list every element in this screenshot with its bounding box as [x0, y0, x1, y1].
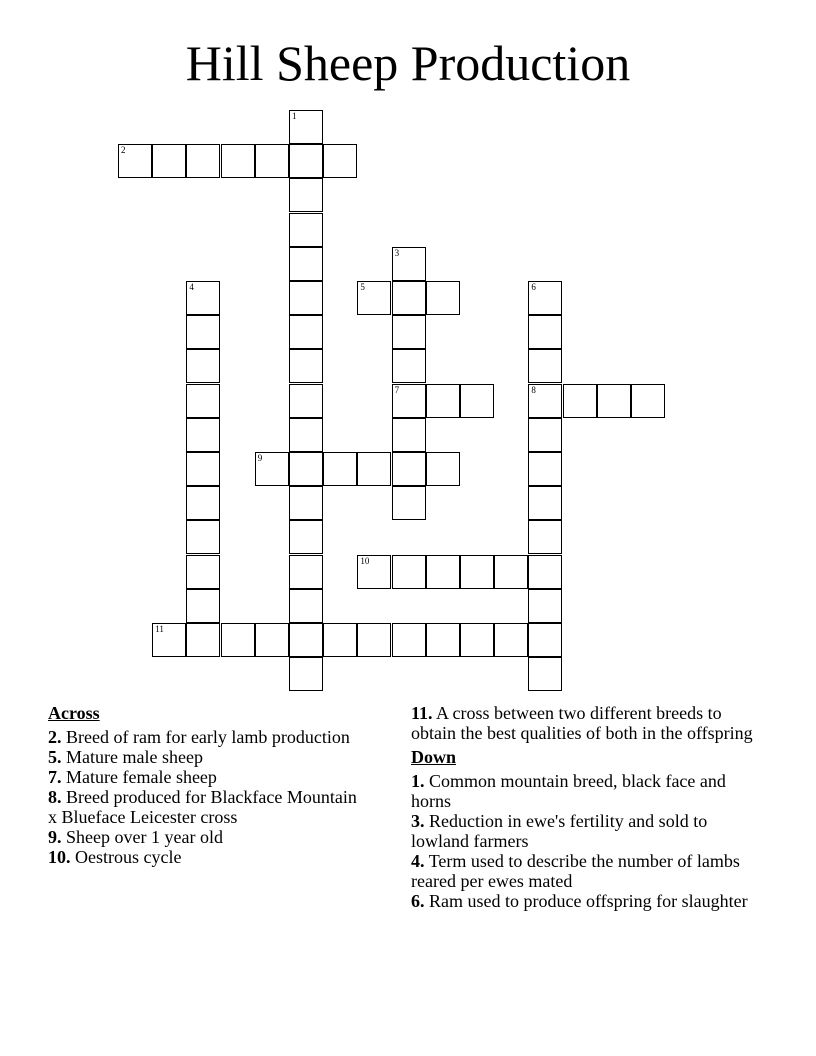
down-heading: Down [411, 747, 457, 767]
cell-number: 6 [531, 282, 536, 292]
grid-cell[interactable] [221, 623, 255, 657]
cell-number: 3 [394, 247, 400, 258]
clue-text: Mature male sheep [66, 747, 203, 767]
grid-cell[interactable] [528, 589, 562, 623]
grid-cell[interactable] [289, 623, 323, 657]
cell-number: 10 [360, 555, 370, 566]
clue-number: 1. [411, 771, 425, 791]
clue-text: Common mountain breed, black face and horns [411, 771, 726, 811]
across-heading: Across [48, 703, 100, 723]
clue-text: Breed of ram for early lamb production [66, 727, 350, 747]
clue-number: 7. [48, 767, 62, 787]
grid-cell[interactable] [528, 486, 562, 520]
grid-cell[interactable] [631, 384, 665, 418]
grid-cell[interactable] [289, 452, 323, 486]
grid-cell[interactable] [289, 657, 323, 691]
grid-cell[interactable] [289, 281, 323, 315]
clue-across-8 [48, 787, 368, 827]
grid-cell[interactable] [528, 349, 562, 383]
grid-cell[interactable] [597, 384, 631, 418]
grid-cell[interactable] [460, 384, 494, 418]
grid-cell[interactable] [528, 315, 562, 349]
cell-number: 2 [121, 145, 126, 156]
grid-cell[interactable] [528, 418, 562, 452]
grid-cell[interactable] [289, 110, 323, 144]
grid-cell[interactable] [118, 144, 152, 178]
grid-cell[interactable] [323, 623, 357, 657]
grid-cell[interactable] [186, 281, 220, 315]
grid-cell[interactable] [528, 657, 562, 691]
clue-text: Ram used to produce offspring for slaughter [429, 891, 748, 911]
puzzle-title: Hill Sheep Production [185, 35, 631, 91]
grid-cell[interactable] [460, 623, 494, 657]
grid-cell[interactable] [186, 623, 220, 657]
clue-text: Breed produced for Blackface Mountain x Blueface Leicester cross [48, 787, 357, 827]
grid-cell[interactable] [186, 589, 220, 623]
grid-cell[interactable] [426, 384, 460, 418]
grid-cell[interactable] [323, 452, 357, 486]
grid-cell[interactable] [357, 281, 391, 315]
grid-cell[interactable] [392, 452, 426, 486]
grid-cell[interactable] [392, 555, 426, 589]
cell-number: 8 [531, 384, 536, 395]
cell-number: 1 [292, 111, 297, 121]
clue-number: 11. [411, 703, 433, 723]
clue-number: 4. [411, 851, 425, 871]
clue-number: 8. [48, 787, 62, 807]
grid-cell[interactable] [289, 349, 323, 383]
grid-cell[interactable] [494, 555, 528, 589]
clue-down-4 [411, 851, 766, 891]
grid-cell[interactable] [152, 144, 186, 178]
grid-cell[interactable] [357, 555, 391, 589]
clues-column-left [48, 703, 368, 867]
grid-cell[interactable] [528, 281, 562, 315]
grid-cell[interactable] [152, 623, 186, 657]
clue-number: 9. [48, 827, 62, 847]
grid-cell[interactable] [186, 452, 220, 486]
grid-cell[interactable] [289, 315, 323, 349]
grid-cell[interactable] [392, 418, 426, 452]
grid-cell[interactable] [426, 452, 460, 486]
grid-cell[interactable] [528, 520, 562, 554]
grid-cell[interactable] [289, 520, 323, 554]
cell-number: 5 [360, 282, 365, 292]
grid-cell[interactable] [426, 555, 460, 589]
grid-cell[interactable] [494, 623, 528, 657]
grid-cell[interactable] [357, 452, 391, 486]
grid-cell[interactable] [289, 486, 323, 520]
grid-cell[interactable] [323, 144, 357, 178]
grid-cell[interactable] [289, 144, 323, 178]
grid-cell[interactable] [186, 486, 220, 520]
cell-number: 4 [189, 282, 194, 292]
grid-cell[interactable] [528, 384, 562, 418]
grid-cell[interactable] [392, 623, 426, 657]
clues-column-right [411, 703, 766, 911]
clue-text: A cross between two different breeds to obtain the best qualities of both in the offspring [411, 703, 753, 743]
clue-across-2 [48, 727, 368, 747]
clue-text: Oestrous cycle [75, 847, 182, 867]
clue-down-3 [411, 811, 766, 851]
grid-cell[interactable] [528, 623, 562, 657]
grid-cell[interactable] [289, 418, 323, 452]
clue-text: Term used to describe the number of lambs reared per ewes mated [411, 851, 740, 891]
grid-cell[interactable] [392, 315, 426, 349]
grid-cell[interactable] [289, 555, 323, 589]
clue-number: 10. [48, 847, 71, 867]
clue-down-1 [411, 771, 766, 811]
grid-cell[interactable] [426, 623, 460, 657]
clue-text: Sheep over 1 year old [66, 827, 223, 847]
grid-cell[interactable] [392, 384, 426, 418]
grid-cell[interactable] [528, 452, 562, 486]
grid-cell[interactable] [392, 486, 426, 520]
grid-cell[interactable] [186, 555, 220, 589]
grid-cell[interactable] [392, 281, 426, 315]
grid-cell[interactable] [392, 349, 426, 383]
clue-across-7 [48, 767, 368, 787]
grid-cell[interactable] [392, 247, 426, 281]
clue-across-9 [48, 827, 368, 847]
grid-cell[interactable] [563, 384, 597, 418]
grid-cell[interactable] [289, 247, 323, 281]
grid-cell[interactable] [528, 555, 562, 589]
grid-cell[interactable] [255, 623, 289, 657]
grid-cell[interactable] [221, 144, 255, 178]
grid-cell[interactable] [186, 349, 220, 383]
clue-number: 5. [48, 747, 62, 767]
grid-cell[interactable] [426, 281, 460, 315]
grid-cell[interactable] [289, 384, 323, 418]
grid-cell[interactable] [289, 178, 323, 212]
clue-across-10 [48, 847, 368, 867]
grid-cell[interactable] [255, 144, 289, 178]
grid-cell[interactable] [186, 520, 220, 554]
clue-text: Mature female sheep [66, 767, 217, 787]
clue-across-11 [411, 703, 766, 743]
grid-cell[interactable] [186, 418, 220, 452]
grid-cell[interactable] [186, 144, 220, 178]
clue-number: 6. [411, 891, 425, 911]
cell-number: 9 [257, 453, 263, 463]
grid-cell[interactable] [357, 623, 391, 657]
clue-number: 2. [48, 727, 62, 747]
clue-down-6 [411, 891, 766, 911]
clue-text: Reduction in ewe's fertility and sold to lowland farmers [411, 811, 708, 851]
grid-cell[interactable] [186, 384, 220, 418]
grid-cell[interactable] [289, 589, 323, 623]
grid-cell[interactable] [255, 452, 289, 486]
cell-number: 11 [155, 624, 164, 634]
grid-cell[interactable] [186, 315, 220, 349]
clue-across-5 [48, 747, 368, 767]
grid-cell[interactable] [460, 555, 494, 589]
grid-cell[interactable] [289, 213, 323, 247]
cell-number: 7 [394, 384, 400, 395]
clue-number: 3. [411, 811, 425, 831]
